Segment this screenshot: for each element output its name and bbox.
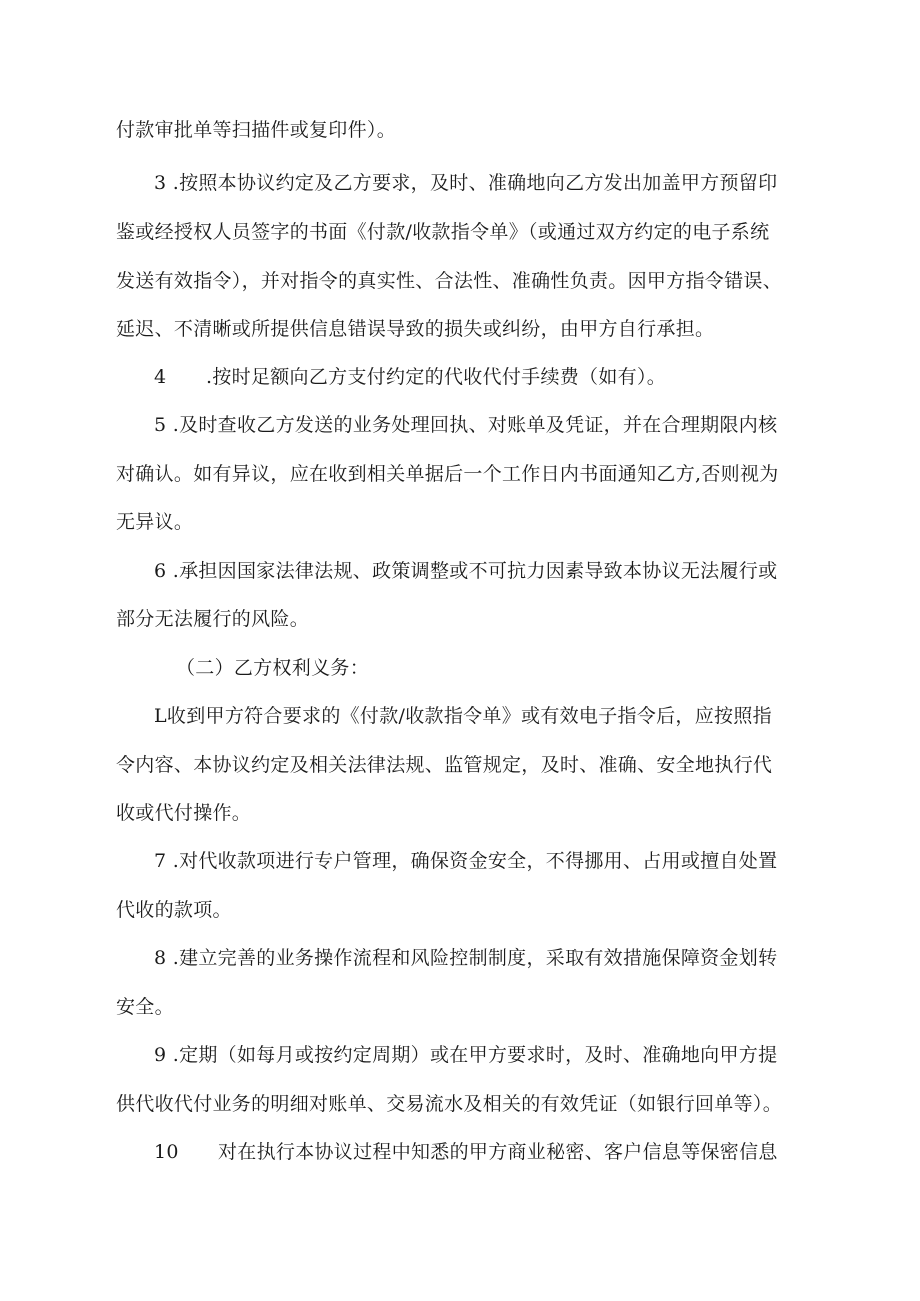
- clause-6-line-1: 6 .承担因国家法律法规、政策调整或不可抗力因素导致本协议无法履行或: [154, 560, 778, 582]
- clause-3-line-1: 3 .按照本协议约定及乙方要求，及时、准确地向乙方发出加盖甲方预留印: [154, 172, 778, 194]
- clause-6-line-2: 部分无法履行的风险。: [116, 608, 310, 630]
- clause-7-line-1: 7 .对代收款项进行专户管理，确保资金安全，不得挪用、占用或擅自处置: [154, 850, 778, 872]
- clause-8-line-2: 安全。: [116, 996, 174, 1018]
- clause-10-number: 10: [154, 1141, 179, 1163]
- clause-10-text: 对在执行本协议过程中知悉的甲方商业秘密、客户信息等保密信息: [218, 1141, 778, 1163]
- clause-10-line-1: [154, 1140, 778, 1164]
- clause-3-line-2: 鉴或经授权人员签字的书面《付款/收款指令单》（或通过双方约定的电子系统: [116, 221, 770, 243]
- section-heading-party-b: （二）乙方权利义务：: [176, 657, 370, 679]
- clause-5-line-2: 对确认。如有异议，应在收到相关单据后一个工作日内书面通知乙方,否则视为: [116, 463, 779, 485]
- clause-4-line-1: [154, 365, 666, 389]
- party-b-clause-1-line-1: L收到甲方符合要求的《付款/收款指令单》或有效电子指令后，应按照指: [154, 705, 772, 727]
- clause-9-line-1: 9 .定期（如每月或按约定周期）或在甲方要求时，及时、准确地向甲方提: [154, 1044, 778, 1066]
- clause-3-line-4: 延迟、不清晰或所提供信息错误导致的损失或纠纷，由甲方自行承担。: [116, 318, 715, 340]
- clause-8-line-1: 8 .建立完善的业务操作流程和风险控制制度，采取有效措施保障资金划转: [154, 947, 778, 969]
- clause-5-line-3: 无异议。: [116, 511, 194, 533]
- party-b-clause-1-line-3: 收或代付操作。: [116, 802, 252, 824]
- paragraph-line-1: 付款审批单等扫描件或复印件）。: [116, 119, 397, 141]
- clause-4-number: 4: [154, 366, 167, 388]
- party-b-clause-1-line-2: 令内容、本协议约定及相关法律法规、监管规定，及时、准确、安全地执行代: [116, 754, 773, 776]
- clause-7-line-2: 代收的款项。: [116, 899, 232, 921]
- clause-9-line-2: 供代收代付业务的明细对账单、交易流水及相关的有效凭证（如银行回单等）。: [116, 1093, 783, 1115]
- clause-4-text: .按时足额向乙方支付约定的代收代付手续费（如有）。: [206, 366, 667, 388]
- clause-3-line-3: 发送有效指令），并对指令的真实性、合法性、准确性负责。因甲方指令错误、: [116, 270, 783, 292]
- clause-5-line-1: 5 .及时查收乙方发送的业务处理回执、对账单及凭证，并在合理期限内核: [154, 414, 778, 436]
